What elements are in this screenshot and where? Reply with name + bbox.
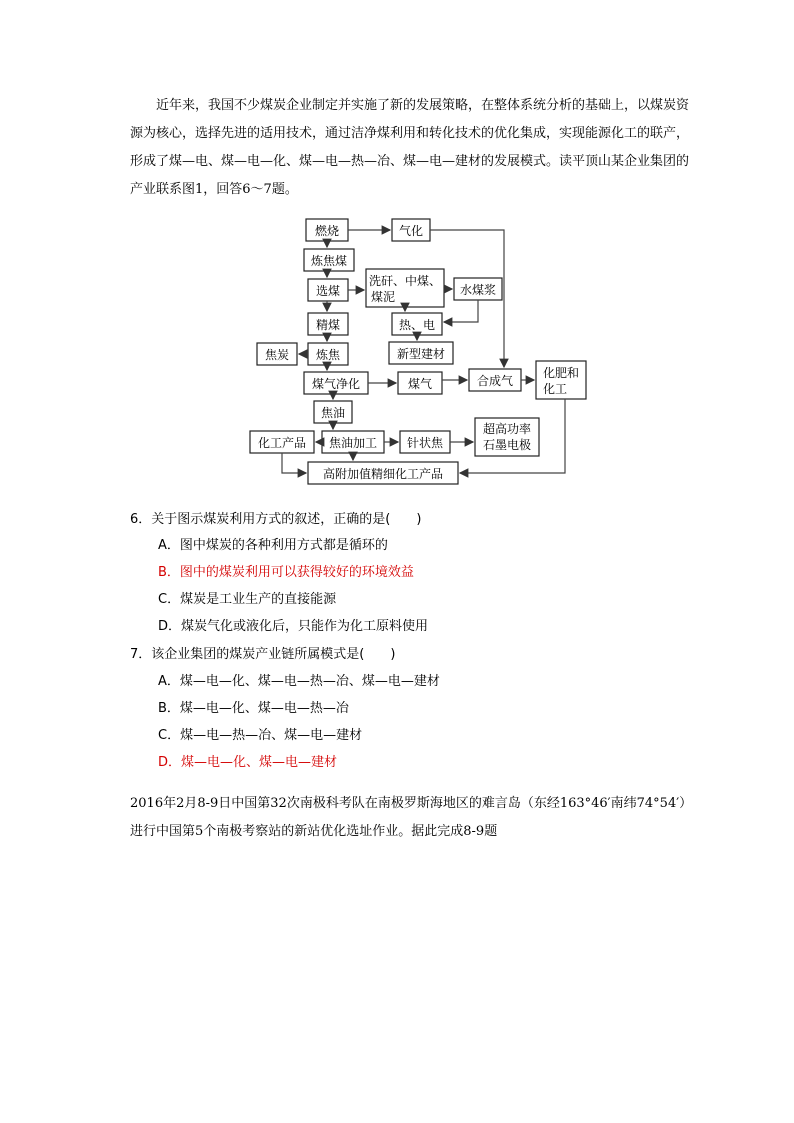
q6-option-d: D．煤炭气化或液化后，只能作为化工原料使用: [158, 619, 429, 634]
node-jingmei-label: 精煤: [315, 318, 341, 332]
node-xiganmei-label: 洗矸、中煤、: [368, 274, 442, 288]
node-huagongchanpin-label: 化工产品: [257, 436, 307, 450]
node-lianjiao-label: 炼焦: [315, 348, 341, 362]
node-qihua-label: 气化: [398, 224, 424, 238]
q7-option-d: D．煤—电—化、煤—电—建材: [158, 755, 338, 770]
node-zhenzhuangjiao-label: 针状焦: [406, 436, 444, 450]
closing-paragraph: 2016年2月8-9日中国第32次南极科考队在南极罗斯海地区的难言岛（东经163°46′南纬74°54′）进行中国第5个南极考察站的新站优化选址作业。据此完成8-9题: [130, 796, 686, 839]
q7-option-b: B．煤—电—化、煤—电—热—冶: [158, 701, 349, 716]
arrow-shuimeijiang-redian: [444, 300, 478, 322]
node-jiaoyou-label: 焦油: [320, 406, 346, 420]
intro-paragraph: 近年来，我国不少煤炭企业制定并实施了新的发展策略，在整体系统分析的基础上，以煤炭资源为核心，选择先进的适用技术，通过洁净煤利用和转化技术的优化集成，实现能源化工的联产，形成了煤—电、煤—电—化、煤—电—热—冶、煤—电—建材的发展模式。读平顶山某企业集团的产业联系图1，回答6～7题。: [130, 98, 690, 197]
node-redian-label: 热、电: [398, 318, 436, 332]
node-hechengqi-label: 合成气: [476, 374, 514, 388]
q6-stem: 6．关于图示煤炭利用方式的叙述，正确的是( ): [130, 512, 422, 527]
node-xuanmei-label: 选煤: [315, 284, 341, 298]
q6-option-c: C．煤炭是工业生产的直接能源: [158, 592, 337, 607]
node-shuimeijiang-label: 水煤浆: [459, 283, 497, 297]
node-ranshao-label: 燃烧: [314, 224, 340, 238]
node-jiaotan-label: 焦炭: [264, 348, 290, 362]
q7-stem: 7．该企业集团的煤炭产业链所属模式是( ): [130, 647, 396, 662]
node-jiaoyoujiagong-label: 焦油加工: [328, 436, 378, 450]
arrow-huagongchanpin-gaofujia: [282, 453, 306, 473]
node-huafei-label: 化肥和: [542, 366, 580, 380]
node-xiganmei-label-2: 煤泥: [370, 290, 396, 304]
node-chaogao-label-2: 石墨电极: [482, 438, 532, 452]
node-lianjiaomei-label: 炼焦煤: [310, 254, 348, 268]
node-huafei-label-2: 化工: [542, 382, 568, 396]
node-xinxingjiancai-label: 新型建材: [396, 347, 446, 361]
q6-option-a: A．图中煤炭的各种利用方式都是循环的: [158, 538, 388, 553]
node-chaogao-label: 超高功率: [482, 422, 532, 436]
q7-option-a: A．煤—电—化、煤—电—热—冶、煤—电—建材: [158, 674, 440, 689]
node-gaofujia-label: 高附加值精细化工产品: [322, 467, 444, 481]
q6-option-b: B．图中的煤炭利用可以获得较好的环境效益: [158, 565, 414, 580]
node-meiqi-label: 煤气: [407, 377, 433, 391]
node-meiqijinghua-label: 煤气净化: [311, 377, 361, 391]
q7-option-c: C．煤—电—热—冶、煤—电—建材: [158, 728, 363, 743]
